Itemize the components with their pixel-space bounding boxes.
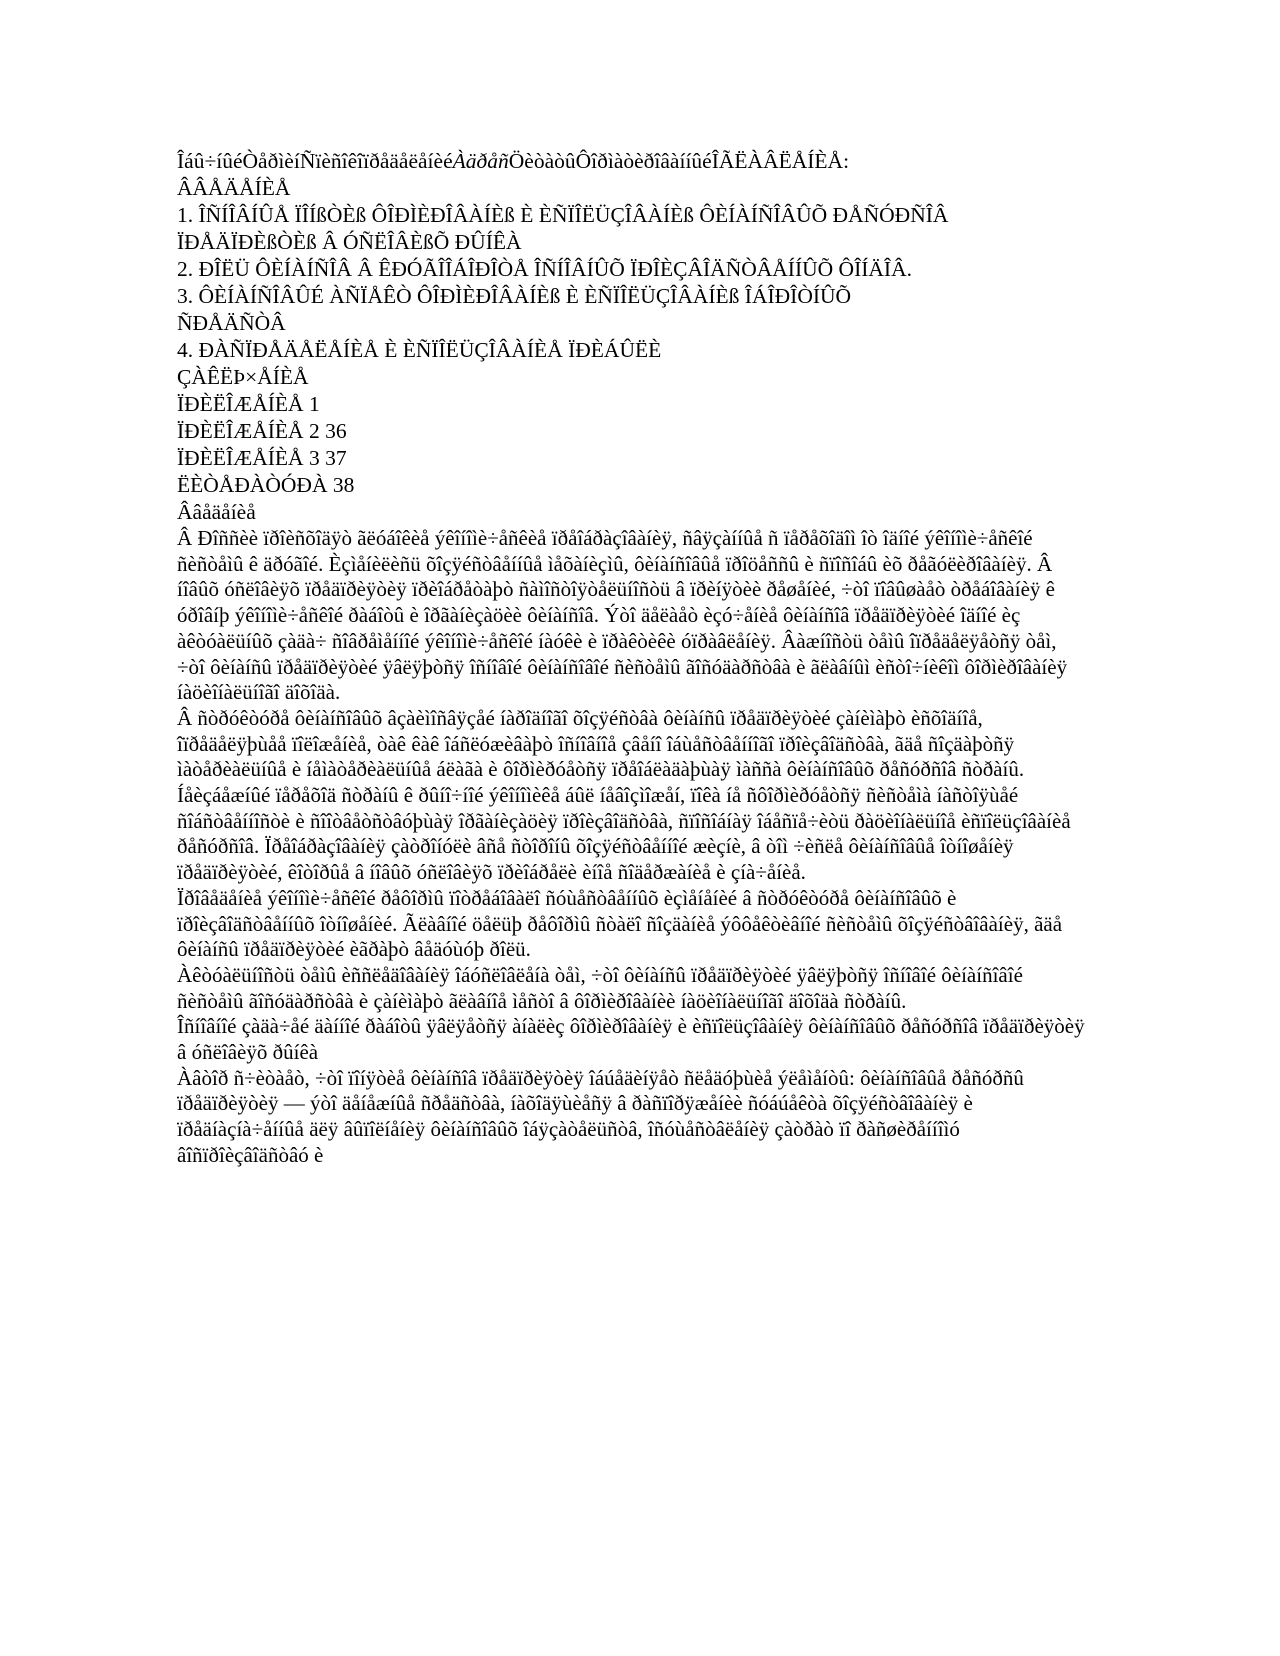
toc-item: ÏÐÈËÎÆÅÍÈÅ 2 36: [177, 419, 347, 443]
toc-item: ÇÀÊËÞ×ÅÍÈÅ: [177, 365, 309, 389]
table-of-contents: [177, 175, 1087, 526]
body-paragraph: Â ñòðóêòóðå ôèíàíñîâûõ âçàèìîñâÿçåé íàðîäíîãî õîçÿéñòâà ôèíàíñû ïðåäïðèÿòèé çàíèìàþò èñõîäíîå, îïðåäåëÿþùåå ïîëîæåíèå, òàê êàê îáñëóæèâàþò îñíîâíîå çâåíî îáùåñòâåííîãî ïðîèçâîäñòâà, ãäå ñîçäàþòñÿ ìàòåðèàëüíûå è íåìàòåðèàëüíûå áëàãà è ôîðìèðóåòñÿ ïðåîáëàäàþùàÿ ìàññà ôèíàíñîâûõ ðåñóðñîâ ñòðàíû.: [177, 705, 1025, 782]
toc-item: ËÈÒÅÐÀÒÓÐÀ 38: [177, 473, 355, 497]
body-paragraph: Ïðîâåäåíèå ýêîíîìè÷åñêîé ðåôîðìû ïîòðåáîâàëî ñóùåñòâåííûõ èçìåíåíèé â ñòðóêòóðå ôèíàíñîâûõ è ïðîèçâîäñòâåííûõ îòíîøåíèé. Ãëàâíîé öåëüþ ðåôîðìû ñòàëî ñîçäàíèå ýôôåêòèâíîé ñèñòåìû õîçÿéñòâîâàíèÿ, ãäå ôèíàíñû ïðåäïðèÿòèé èãðàþò âåäóùóþ ðîëü.: [177, 885, 1063, 962]
header-part-3: ÖèòàòûÔîðìàòèðîâàííûéÎÃËÀÂËÅÍÈÅ:: [508, 149, 850, 173]
toc-item: ÂÂÅÄÅÍÈÅ: [177, 176, 291, 200]
body-paragraph: Â Ðîññèè ïðîèñõîäÿò ãëóáîêèå ýêîíîìè÷åñêèå ïðåîáðàçîâàíèÿ, ñâÿçàííûå ñ ïåðåõîäîì îò îäíîé ýêîíîìè÷åñêîé ñèñòåìû ê äðóãîé. Èçìåíèëèñü õîçÿéñòâåííûå ìåõàíèçìû, ôèíàíñîâûå ïðîöåññû è ñïîñîáû èõ ðåãóëèðîâàíèÿ. Â íîâûõ óñëîâèÿõ ïðåäïðèÿòèÿ ïðèîáðåòàþò ñàìîñòîÿòåëüíîñòü â ïðèíÿòèè ðåøåíèé, ÷òî ïîâûøàåò òðåáîâàíèÿ ê óðîâíþ ýêîíîìè÷åñêîé ðàáîòû è îðãàíèçàöèè ôèíàíñîâ. Ýòî äåëàåò èçó÷åíèå ôèíàíñîâ ïðåäïðèÿòèé îäíîé èç àêòóàëüíûõ çàäà÷ ñîâðåìåííîé ýêîíîìè÷åñêîé íàóêè è ïðàêòèêè óïðàâëåíèÿ. Âàæíîñòü òåìû îïðåäåëÿåòñÿ òåì, ÷òî ôèíàíñû ïðåäïðèÿòèé ÿâëÿþòñÿ îñíîâîé ôèíàíñîâîé ñèñòåìû ãîñóäàðñòâà è ãëàâíûì èñòî÷íèêîì ôîðìèðîâàíèÿ íàöèîíàëüíîãî äîõîäà.: [177, 526, 1068, 705]
document-header: [177, 148, 1087, 175]
header-part-2-italic: Àäðåñ: [452, 149, 509, 173]
toc-item: 1. ÎÑÍÎÂÍÛÅ ÏÎÍßÒÈß ÔÎÐÌÈÐÎÂÀÍÈß È ÈÑÏÎËÜÇÎÂÀÍÈß ÔÈÍÀÍÑÎÂÛÕ ÐÅÑÓÐÑÎÂ: [177, 203, 949, 227]
document-body: [177, 526, 1087, 1169]
toc-item: ÏÐÈËÎÆÅÍÈÅ 3 37: [177, 446, 347, 470]
header-part-1: Îáû÷íûéÒåðìèíÑïèñîêîïðåäåëåíèé: [177, 149, 453, 173]
toc-item: ÑÐÅÄÑÒÂ: [177, 311, 286, 335]
body-paragraph: Àêòóàëüíîñòü òåìû èññëåäîâàíèÿ îáóñëîâëåíà òåì, ÷òî ôèíàíñû ïðåäïðèÿòèé ÿâëÿþòñÿ îñíîâîé ôèíàíñîâîé ñèñòåìû ãîñóäàðñòâà è çàíèìàþò ãëàâíîå ìåñòî â ôîðìèðîâàíèè íàöèîíàëüíîãî äîõîäà ñòðàíû.: [177, 962, 1023, 1013]
toc-item: 4. ÐÀÑÏÐÅÄÅËÅÍÈÅ È ÈÑÏÎËÜÇÎÂÀÍÈÅ ÏÐÈÁÛËÈ: [177, 338, 662, 362]
section-heading-introduction: Ââåäåíèå: [177, 500, 256, 524]
body-paragraph: Îñíîâíîé çàäà÷åé äàííîé ðàáîòû ÿâëÿåòñÿ àíàëèç ôîðìèðîâàíèÿ è èñïîëüçîâàíèÿ ôèíàíñîâûõ ðåñóðñîâ ïðåäïðèÿòèÿ â óñëîâèÿõ ðûíêà: [177, 1014, 1085, 1065]
toc-item: ÏÐÅÄÏÐÈßÒÈß Â ÓÑËÎÂÈßÕ ÐÛÍÊÀ: [177, 230, 522, 254]
toc-item: 2. ÐÎËÜ ÔÈÍÀÍÑÎÂ Â ÊÐÓÃÎÎÁÎÐÎÒÅ ÎÑÍÎÂÍÛÕ ÏÐÎÈÇÂÎÄÑÒÂÅÍÍÛÕ ÔÎÍÄÎÂ.: [177, 257, 912, 281]
body-paragraph: Àâòîð ñ÷èòàåò, ÷òî ïîíÿòèå ôèíàíñîâ ïðåäïðèÿòèÿ îáúåäèíÿåò ñëåäóþùèå ýëåìåíòû: ôèíàíñîâûå ðåñóðñû ïðåäïðèÿòèÿ — ýòî äåíåæíûå ñðåäñòâà, íàõîäÿùèåñÿ â ðàñïîðÿæåíèè ñóáúåêòà õîçÿéñòâîâàíèÿ è ïðåäíàçíà÷åííûå äëÿ âûïîëíåíèÿ ôèíàíñîâûõ îáÿçàòåëüñòâ, îñóùåñòâëåíèÿ çàòðàò ïî ðàñøèðåííîìó âîñïðîèçâîäñòâó è: [177, 1065, 1024, 1167]
body-paragraph: Íåèçáåæíûé ïåðåõîä ñòðàíû ê ðûíî÷íîé ýêîíîìèêå áûë íåâîçìîæåí, ïîêà íå ñôîðìèðóåòñÿ ñèñòåìà íàñòîÿùåé ñîáñòâåííîñòè è ñîîòâåòñòâóþùàÿ îðãàíèçàöèÿ ïðîèçâîäñòâà, ñïîñîáíàÿ îáåñïå÷èòü ðàöèîíàëüíîå èñïîëüçîâàíèå ðåñóðñîâ. Ïðåîáðàçîâàíèÿ çàòðîíóëè âñå ñòîðîíû õîçÿéñòâåííîé æèçíè, â òîì ÷èñëå ôèíàíñîâûå îòíîøåíèÿ ïðåäïðèÿòèé, êîòîðûå â íîâûõ óñëîâèÿõ ïðèîáðåëè èíîå ñîäåðæàíèå è çíà÷åíèå.: [177, 783, 1071, 885]
toc-item: ÏÐÈËÎÆÅÍÈÅ 1: [177, 392, 320, 416]
document-page: [177, 148, 1087, 1169]
toc-item: 3. ÔÈÍÀÍÑÎÂÛÉ ÀÑÏÅÊÒ ÔÎÐÌÈÐÎÂÀÍÈß È ÈÑÏÎËÜÇÎÂÀÍÈß ÎÁÎÐÎÒÍÛÕ: [177, 284, 852, 308]
